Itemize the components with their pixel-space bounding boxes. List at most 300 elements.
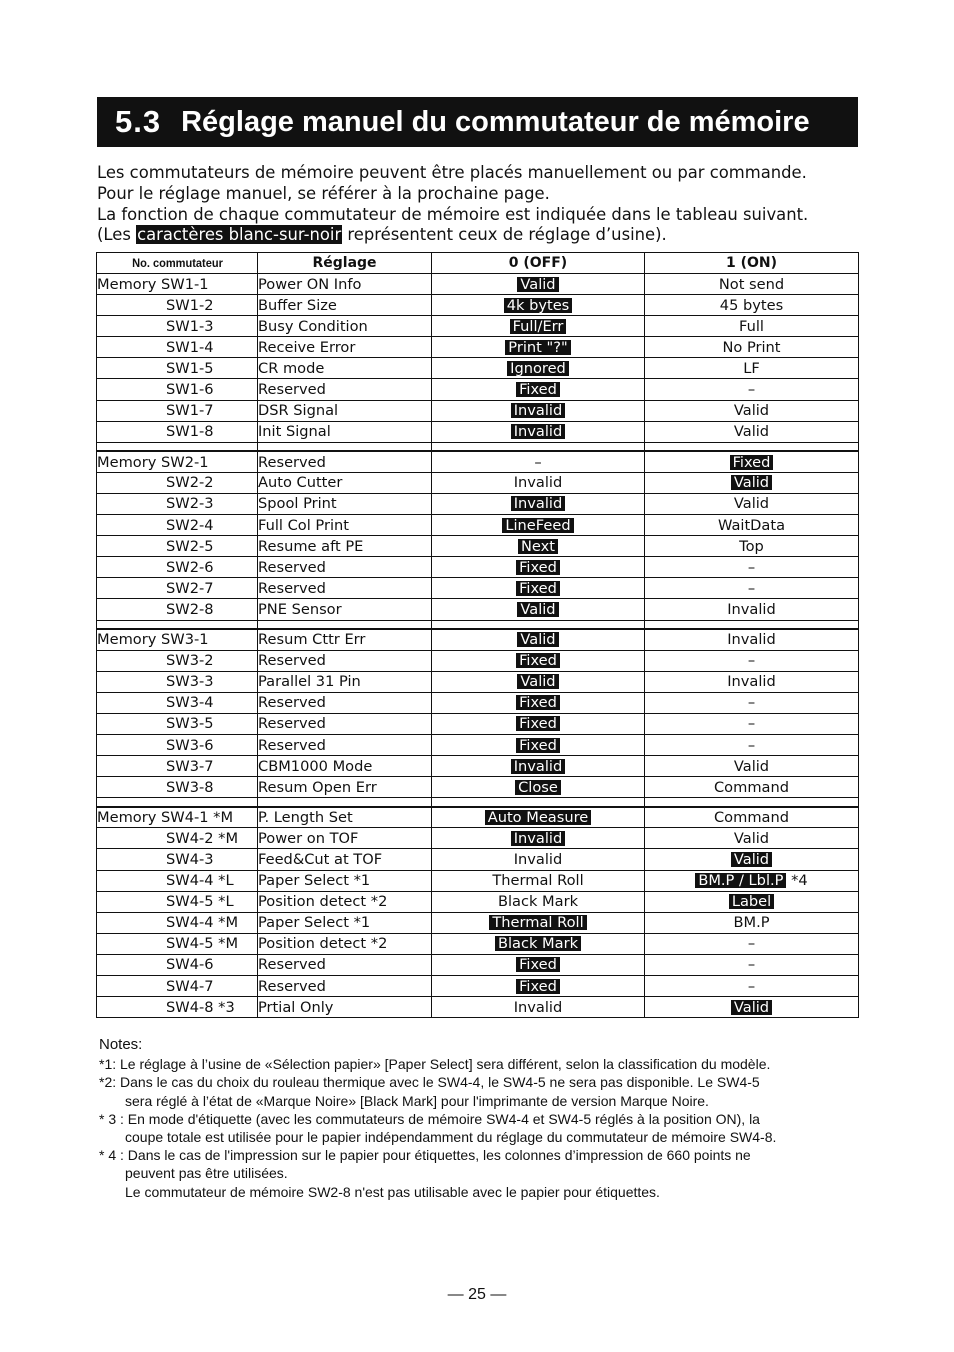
setting-cell: Resum Open Err (258, 777, 432, 798)
table-row (97, 713, 859, 734)
off-value-cell (432, 671, 645, 692)
table-row (97, 849, 859, 870)
off-value: Thermal Roll (492, 872, 584, 890)
switch-number-cell (97, 891, 258, 912)
note-line: peuvent pas être utilisées. (125, 1165, 288, 1182)
switch-number-cell (97, 536, 258, 557)
on-value-cell (645, 807, 859, 828)
on-value: Invalid (727, 673, 776, 691)
off-value: Fixed (516, 979, 560, 994)
note-line: Le commutateur de mémoire SW2-8 n'est pas utilisable avec le papier pour étiquettes. (125, 1183, 660, 1200)
switch-number-cell (97, 849, 258, 870)
switch-number-cell (97, 756, 258, 777)
switch-number: SW4-3 (166, 850, 214, 868)
table-row (97, 870, 859, 891)
setting-cell: Init Signal (258, 421, 432, 442)
on-value: Valid (731, 475, 772, 490)
off-value-cell (432, 997, 645, 1018)
on-value: – (747, 736, 756, 754)
on-value-cell (645, 358, 859, 379)
setting-cell: CR mode (258, 358, 432, 379)
setting-cell: Power ON Info (258, 274, 432, 295)
off-value-cell (432, 976, 645, 997)
intro-line: Pour le réglage manuel, se référer à la prochaine page. (97, 183, 550, 203)
section-title-bar (97, 97, 858, 147)
setting-cell: Paper Select *1 (258, 912, 432, 933)
switch-number: SW4-7 (166, 977, 214, 995)
on-value-cell (645, 954, 859, 975)
on-value-cell (645, 557, 859, 578)
off-value-cell (432, 599, 645, 620)
setting-cell: Prtial Only (258, 997, 432, 1018)
off-value-cell (432, 557, 645, 578)
switch-number: SW3-3 (166, 673, 214, 691)
off-value-cell (432, 807, 645, 828)
on-value: – (747, 956, 756, 974)
on-value: Label (729, 894, 774, 909)
off-value: Invalid (513, 850, 563, 868)
switch-number: SW2-6 (166, 558, 214, 576)
setting-cell: Receive Error (258, 337, 432, 358)
off-value-cell (432, 337, 645, 358)
on-value-cell (645, 713, 859, 734)
off-value: Invalid (513, 474, 563, 492)
setting-cell: P. Length Set (258, 807, 432, 828)
table-row (97, 578, 859, 599)
switch-number: SW4-6 (166, 956, 214, 974)
off-value: Thermal Roll (489, 915, 586, 930)
off-value-cell (432, 515, 645, 536)
on-value: BM.P (733, 914, 770, 932)
on-value-cell (645, 777, 859, 798)
switch-number-cell (97, 713, 258, 734)
on-value-cell (645, 629, 859, 650)
off-value: Valid (517, 674, 558, 689)
on-value: Command (713, 778, 789, 796)
on-value-cell (645, 578, 859, 599)
table-row (97, 274, 859, 295)
off-value: Fixed (516, 957, 560, 972)
off-value-cell (432, 891, 645, 912)
off-value-cell (432, 828, 645, 849)
off-value-cell (432, 472, 645, 493)
switch-number-cell (97, 828, 258, 849)
table-row (97, 493, 859, 514)
setting-cell: CBM1000 Mode (258, 756, 432, 777)
note-line: coupe totale est utilisée pour le papier indépendamment du réglage du commutateur de mémoire SW4-8. (125, 1129, 777, 1146)
on-value: Invalid (727, 631, 776, 649)
off-value-cell (432, 912, 645, 933)
table-row (97, 976, 859, 997)
notes-heading: Notes: (99, 1036, 143, 1053)
on-value: – (747, 694, 756, 712)
switch-number-cell (97, 933, 258, 954)
switch-number: SW3-1 (161, 631, 209, 649)
table-row (97, 650, 859, 671)
on-value-cell (645, 337, 859, 358)
note-line: sera réglé à l’état de «Marque Noire» [Black Mark] pour l'imprimante de version Marque Noire. (125, 1092, 709, 1109)
off-value: LineFeed (502, 518, 573, 533)
table-row (97, 337, 859, 358)
separator-cell (432, 798, 645, 807)
separator-cell (645, 620, 859, 629)
off-value: Auto Measure (485, 810, 592, 825)
intro-text: (Les (97, 225, 137, 245)
off-value: Valid (517, 632, 558, 647)
setting-cell: Reserved (258, 578, 432, 599)
switch-number-cell (97, 997, 258, 1018)
switch-number: SW1-8 (166, 423, 214, 441)
table-row (97, 536, 859, 557)
on-value-cell (645, 316, 859, 337)
table-row (97, 807, 859, 828)
off-value-cell (432, 451, 645, 472)
table-row (97, 295, 859, 316)
off-value-cell (432, 536, 645, 557)
table-row (97, 629, 859, 650)
switch-number-cell (97, 379, 258, 400)
off-value: Fixed (516, 653, 560, 668)
setting-cell: Reserved (258, 692, 432, 713)
table-header-row (97, 253, 859, 274)
on-value: – (747, 935, 756, 953)
group-separator-row (97, 620, 859, 629)
note-line: * 4 : Dans le cas de l'impression sur le papier pour étiquettes, les colonnes d’impression de 660 points ne (99, 1147, 751, 1164)
on-value-cell (645, 472, 859, 493)
intro-text: représentent ceux de réglage d’usine). (342, 225, 667, 245)
setting-cell: Power on TOF (258, 828, 432, 849)
separator-cell (645, 442, 859, 451)
setting-cell: Resum Cttr Err (258, 629, 432, 650)
switch-number-cell (97, 650, 258, 671)
table-row (97, 515, 859, 536)
switch-number-cell (97, 493, 258, 514)
setting-cell: Reserved (258, 713, 432, 734)
switch-number-cell (97, 777, 258, 798)
setting-cell: PNE Sensor (258, 599, 432, 620)
off-value: Print "?" (505, 340, 570, 355)
table-row (97, 997, 859, 1018)
off-value: Invalid (511, 831, 566, 846)
column-header: 1 (ON) (645, 253, 859, 274)
on-value: Valid (733, 829, 770, 847)
off-value-cell (432, 933, 645, 954)
on-value: – (747, 715, 756, 733)
separator-cell (258, 620, 432, 629)
off-value-cell (432, 358, 645, 379)
table-row (97, 472, 859, 493)
setting-cell: Auto Cutter (258, 472, 432, 493)
off-value-cell (432, 734, 645, 755)
separator-cell (432, 442, 645, 451)
on-value-footnote: *4 (786, 872, 808, 890)
on-value: – (747, 652, 756, 670)
off-value: – (534, 453, 542, 471)
separator-cell (97, 798, 258, 807)
table-row (97, 599, 859, 620)
table-row (97, 828, 859, 849)
off-value-cell (432, 295, 645, 316)
switch-number: SW2-2 (166, 474, 214, 492)
on-value-cell (645, 912, 859, 933)
switch-number-cell (97, 337, 258, 358)
on-value-cell (645, 671, 859, 692)
on-value: Valid (731, 1000, 772, 1015)
on-value-cell (645, 536, 859, 557)
off-value: Fixed (516, 716, 560, 731)
table-row (97, 671, 859, 692)
switch-number-cell (97, 629, 258, 650)
highlight-sample: caractères blanc-sur-noir (137, 225, 342, 245)
switch-number: SW4-2 *M (166, 829, 239, 847)
switch-number: SW1-4 (166, 338, 214, 356)
switch-number: SW4-5 *L (166, 893, 234, 911)
intro-paragraph (97, 163, 877, 246)
off-value: 4k bytes (504, 298, 573, 313)
switch-number-cell (97, 316, 258, 337)
switch-number-cell (97, 274, 258, 295)
switch-number: SW4-4 *L (166, 872, 234, 890)
setting-cell: Buffer Size (258, 295, 432, 316)
off-value-cell (432, 650, 645, 671)
off-value: Fixed (516, 560, 560, 575)
off-value-cell (432, 713, 645, 734)
on-value: – (747, 558, 756, 576)
switch-prefix: Memory (97, 275, 161, 293)
off-value: Black Mark (495, 936, 581, 951)
table-row (97, 734, 859, 755)
switch-number: SW1-3 (166, 317, 214, 335)
off-value: Fixed (516, 695, 560, 710)
setting-cell: Paper Select *1 (258, 870, 432, 891)
on-value: Valid (733, 495, 770, 513)
off-value: Next (518, 539, 558, 554)
switch-number-cell (97, 295, 258, 316)
note-line: *2: Dans le cas du choix du rouleau thermique avec le SW4-4, le SW4-5 ne sera pas disponible. Le SW4-5 (99, 1074, 760, 1091)
on-value: Valid (733, 402, 770, 420)
on-value-cell (645, 756, 859, 777)
setting-cell: Position detect *2 (258, 933, 432, 954)
on-value-cell (645, 515, 859, 536)
setting-cell: Busy Condition (258, 316, 432, 337)
on-value-cell (645, 828, 859, 849)
memory-switch-table (96, 252, 859, 1018)
off-value-cell (432, 629, 645, 650)
on-value: LF (743, 359, 760, 377)
switch-number-cell (97, 515, 258, 536)
group-separator-row (97, 798, 859, 807)
setting-cell: Parallel 31 Pin (258, 671, 432, 692)
switch-number: SW2-7 (166, 579, 214, 597)
on-value-cell (645, 599, 859, 620)
off-value-cell (432, 379, 645, 400)
page-number: — 25 — (447, 1286, 507, 1303)
off-value: Fixed (516, 581, 560, 596)
switch-number: SW2-8 (166, 600, 214, 618)
on-value: Not send (718, 275, 785, 293)
switch-number-cell (97, 870, 258, 891)
on-value: WaitData (717, 516, 786, 534)
table-row (97, 421, 859, 442)
switch-number-cell (97, 976, 258, 997)
on-value: Valid (733, 423, 770, 441)
on-value: Fixed (730, 455, 774, 470)
on-value: Top (739, 537, 764, 555)
separator-cell (258, 442, 432, 451)
switch-number-cell (97, 421, 258, 442)
switch-number: SW4-8 *3 (166, 998, 235, 1016)
on-value-cell (645, 891, 859, 912)
switch-number-cell (97, 472, 258, 493)
table-row (97, 316, 859, 337)
on-value-cell (645, 976, 859, 997)
table-row (97, 756, 859, 777)
on-value: Invalid (727, 600, 776, 618)
on-value-cell (645, 692, 859, 713)
separator-cell (432, 620, 645, 629)
switch-number-cell (97, 358, 258, 379)
off-value-cell (432, 400, 645, 421)
on-value-cell (645, 650, 859, 671)
on-value-cell (645, 379, 859, 400)
separator-cell (97, 442, 258, 451)
switch-number: SW2-5 (166, 537, 214, 555)
switch-prefix: Memory (97, 809, 161, 827)
on-value-cell (645, 734, 859, 755)
switch-number-cell (97, 451, 258, 472)
switch-number-cell (97, 599, 258, 620)
intro-line: La fonction de chaque commutateur de mémoire est indiquée dans le tableau suivant. (97, 204, 809, 224)
on-value: Full (739, 317, 764, 335)
table-row (97, 557, 859, 578)
off-value: Fixed (516, 382, 560, 397)
switch-number-cell (97, 954, 258, 975)
notes-section (99, 1036, 899, 1201)
switch-number: SW4-1 *M (161, 809, 234, 827)
off-value: Valid (517, 602, 558, 617)
off-value: Invalid (511, 496, 566, 511)
switch-number: SW4-4 *M (166, 914, 239, 932)
switch-number: SW4-5 *M (166, 935, 239, 953)
setting-cell: Reserved (258, 451, 432, 472)
off-value: Invalid (511, 403, 566, 418)
on-value-cell (645, 997, 859, 1018)
off-value-cell (432, 756, 645, 777)
switch-number: SW3-7 (166, 757, 214, 775)
setting-cell: Full Col Print (258, 515, 432, 536)
switch-prefix: Memory (97, 453, 161, 471)
off-value: Valid (517, 277, 558, 292)
on-value: 45 bytes (719, 296, 784, 314)
on-value: – (747, 381, 756, 399)
switch-number: SW2-4 (166, 516, 214, 534)
on-value: Command (713, 809, 789, 827)
off-value: Close (515, 780, 561, 795)
switch-number-cell (97, 400, 258, 421)
on-value-cell (645, 451, 859, 472)
off-value-cell (432, 493, 645, 514)
off-value-cell (432, 777, 645, 798)
intro-line: Les commutateurs de mémoire peuvent être placés manuellement ou par commande. (97, 163, 807, 182)
separator-cell (258, 798, 432, 807)
switch-number: SW1-2 (166, 296, 214, 314)
off-value: Invalid (511, 424, 566, 439)
setting-cell: Reserved (258, 976, 432, 997)
table-row (97, 379, 859, 400)
column-header: 0 (OFF) (432, 253, 645, 274)
off-value-cell (432, 421, 645, 442)
off-value: Black Mark (497, 893, 579, 911)
switch-number-cell (97, 912, 258, 933)
on-value: Valid (733, 757, 770, 775)
on-value-cell (645, 421, 859, 442)
switch-number: SW1-7 (166, 402, 214, 420)
switch-number: SW3-4 (166, 694, 214, 712)
on-value: No Print (722, 338, 781, 356)
setting-cell: Reserved (258, 557, 432, 578)
section-number: 5.3 (115, 104, 162, 139)
table-row (97, 933, 859, 954)
off-value: Invalid (513, 998, 563, 1016)
off-value: Fixed (516, 738, 560, 753)
table-row (97, 891, 859, 912)
table-row (97, 358, 859, 379)
off-value-cell (432, 849, 645, 870)
off-value: Invalid (511, 759, 566, 774)
switch-number: SW3-8 (166, 778, 214, 796)
switch-number-cell (97, 671, 258, 692)
table-row (97, 692, 859, 713)
switch-number: SW2-1 (161, 453, 209, 471)
off-value: Ignored (507, 361, 569, 376)
switch-number-cell (97, 578, 258, 599)
group-separator-row (97, 442, 859, 451)
off-value-cell (432, 578, 645, 599)
off-value-cell (432, 316, 645, 337)
table-row (97, 777, 859, 798)
off-value-cell (432, 954, 645, 975)
off-value-cell (432, 692, 645, 713)
off-value-cell (432, 274, 645, 295)
on-value-cell (645, 400, 859, 421)
switch-number: SW1-1 (161, 275, 209, 293)
on-value: – (747, 977, 756, 995)
intro-line (97, 225, 877, 246)
table-row (97, 400, 859, 421)
switch-number-cell (97, 807, 258, 828)
column-header: Réglage (258, 253, 432, 274)
setting-cell: DSR Signal (258, 400, 432, 421)
note-line: * 3 : En mode d'étiquette (avec les commutateurs de mémoire SW4-4 et SW4-5 réglés à la position ON), la (99, 1110, 760, 1127)
table-row (97, 451, 859, 472)
switch-number: SW2-3 (166, 495, 214, 513)
on-value-cell (645, 933, 859, 954)
setting-cell: Spool Print (258, 493, 432, 514)
on-value-cell (645, 493, 859, 514)
switch-number: SW3-5 (166, 715, 214, 733)
on-value-cell (645, 849, 859, 870)
on-value: Valid (731, 852, 772, 867)
switch-number-cell (97, 557, 258, 578)
table-row (97, 912, 859, 933)
separator-cell (97, 620, 258, 629)
off-value: Full/Err (510, 319, 567, 334)
off-value-cell (432, 870, 645, 891)
column-header: No. commutateur (103, 253, 251, 274)
setting-cell: Feed&Cut at TOF (258, 849, 432, 870)
setting-cell: Resume aft PE (258, 536, 432, 557)
switch-number-cell (97, 692, 258, 713)
